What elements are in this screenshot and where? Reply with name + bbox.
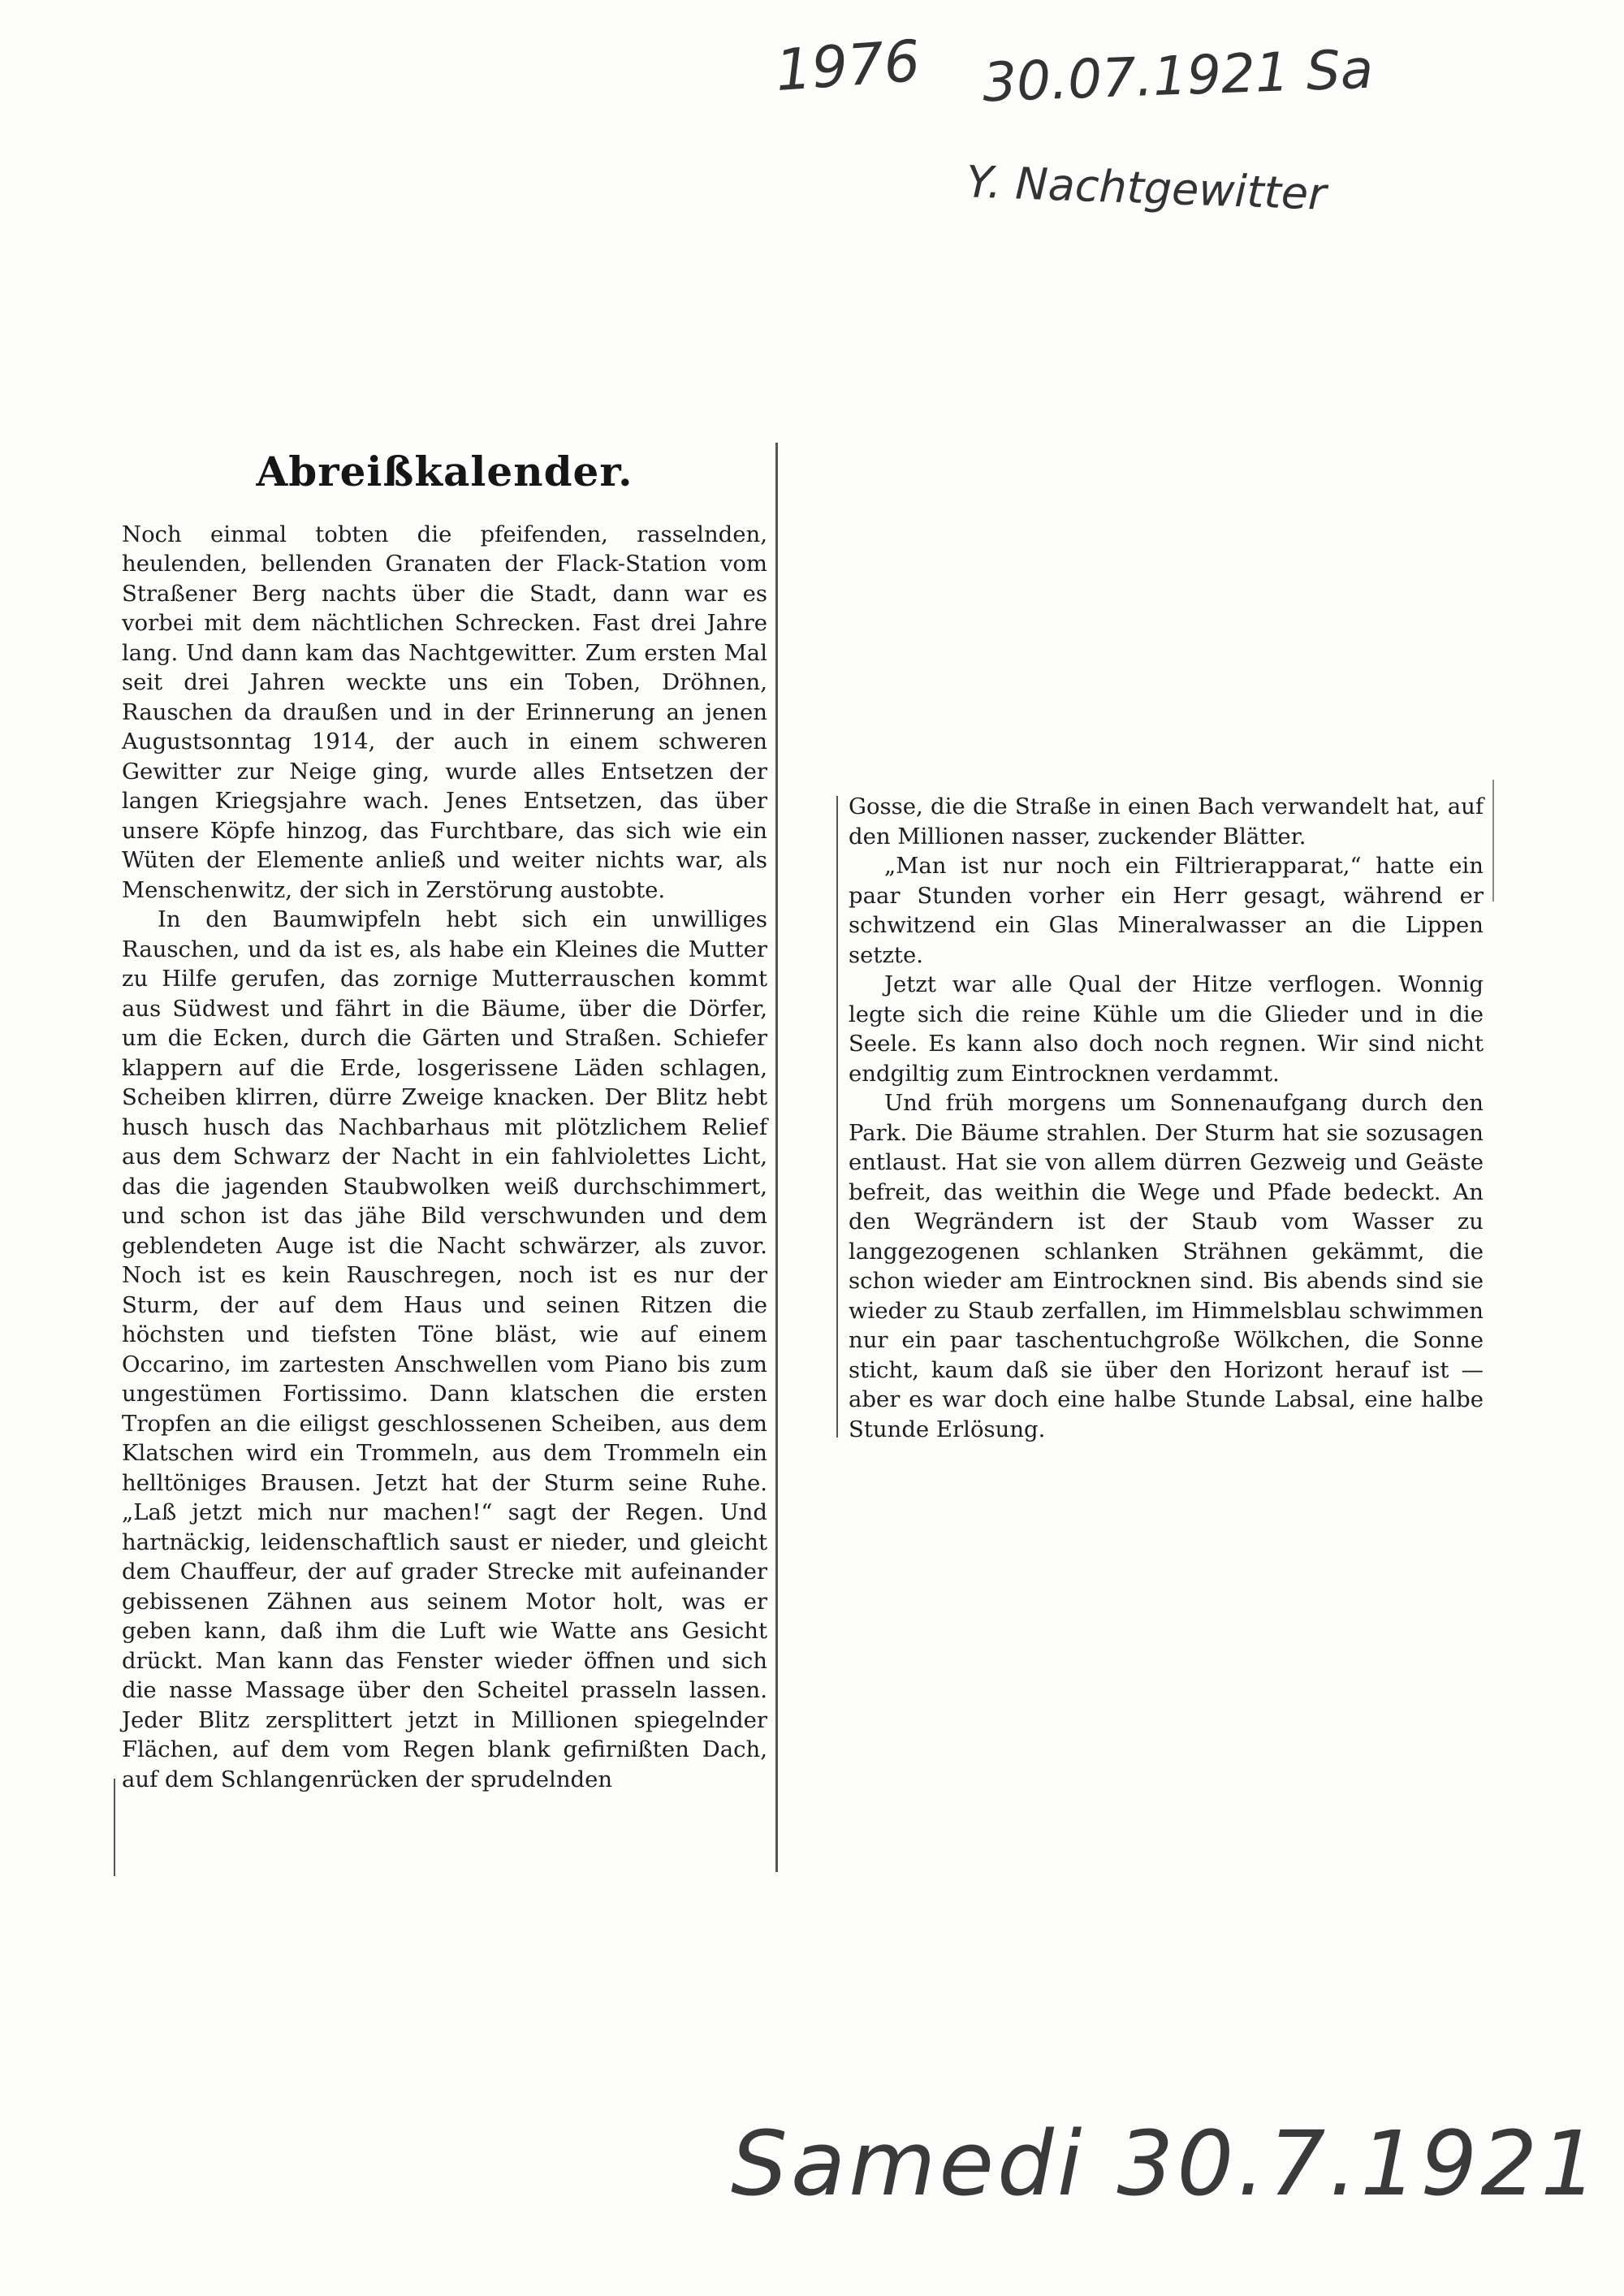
article-left-column: [122, 448, 767, 1794]
handwritten-date-top: 30.07.1921 Sa: [981, 37, 1375, 115]
article-title: Abreißkalender.: [256, 448, 633, 495]
paragraph: Und früh morgens um Sonnenaufgang durch den Park. Die Bäume strahlen. Der Sturm hat sie sozusagen entlaust. Hat sie von allem dürren Gezweig und Geäste befreit, das weithin die Wege und Pfade bedeckt. An den Wegrändern ist der Staub vom Wasser zu langgezogenen schlanken Strähnen gekämmt, die schon wieder am Eintrocknen sind. Bis abends sind sie wieder zu Staub zerfallen, im Himmelsblau schwimmen nur ein paar taschentuchgroße Wölkchen, die Sonne sticht, kaum daß sie über den Horizont herauf ist — aber es war doch eine halbe Stunde Labsal, eine halbe Stunde Erlösung.: [849, 1090, 1484, 1442]
paragraph: Jetzt war alle Qual der Hitze verflogen. Wonnig legte sich die reine Kühle um die Glieder und in die Seele. Es kann also doch noch regnen. Wir sind nicht endgiltig zum Eintrocknen verdammt.: [849, 971, 1484, 1087]
paragraph: In den Baumwipfeln hebt sich ein unwilliges Rauschen, und da ist es, als habe ein Kleines die Mutter zu Hilfe gerufen, das zornige Mutterrauschen kommt aus Südwest und fährt in die Bäume, über die Dörfer, um die Ecken, durch die Gärten und Straßen. Schiefer klappern auf die Erde, losgerissene Läden schlagen, Scheiben klirren, dürre Zweige knacken. Der Blitz hebt husch husch das Nachbarhaus mit plötzlichem Relief aus dem Schwarz der Nacht in ein fahlviolettes Licht, das die jagenden Staubwolken weiß durchschimmert, und schon ist das jähe Bild verschwunden und dem geblendeten Auge ist die Nacht schwärzer, als zuvor. Noch ist es kein Rauschregen, noch ist es nur der Sturm, der auf dem Haus und seinen Ritzen die höchsten und tiefsten Töne bläst, wie auf einem Occarino, im zartesten Anschwellen vom Piano bis zum ungestümen Fortissimo. Dann klatschen die ersten Tropfen an die eiligst geschlossenen Scheiben, aus dem Klatschen wird ein Trommeln, aus dem Trommeln ein helltöniges Brausen. Jetzt hat der Sturm seine Ruhe. „Laß jetzt mich nur machen!“ sagt der Regen. Und hartnäckig, leidenschaftlich saust er nieder, und gleicht dem Chauffeur, der auf grader Strecke mit aufeinander gebissenen Zähnen aus seinem Motor holt, was er geben kann, daß ihm die Luft wie Watte ans Gesicht drückt. Man kann das Fenster wieder öffnen und sich die nasse Massage über den Scheitel prasseln lassen. Jeder Blitz zersplittert jetzt in Millionen spiegelnder Flächen, auf dem vom Regen blank gefirnißten Dach, auf dem Schlangenrücken der sprudelnden: [122, 906, 767, 1792]
paragraph: „Man ist nur noch ein Filtrierapparat,“ hatte ein paar Stunden vorher ein Herr gesagt, während er schwitzend ein Glas Mineralwasser an die Lippen setzte.: [849, 853, 1484, 968]
paragraph: Gosse, die die Straße in einen Bach verwandelt hat, auf den Millionen nasser, zuckender Blätter.: [849, 793, 1484, 850]
handwritten-subtitle: Y. Nachtgewitter: [965, 156, 1328, 220]
article-right-column: [849, 792, 1484, 1444]
clipping-edge-right: [1492, 780, 1494, 902]
handwritten-date-bottom: Samedi 30.7.1921: [731, 2112, 1601, 2216]
handwritten-archive-number: 1976: [773, 27, 922, 105]
column-divider-left: [775, 443, 778, 1872]
clipping-edge-mark: [114, 1779, 115, 1876]
column-divider-right: [836, 796, 838, 1438]
paragraph: Noch einmal tobten die pfeifenden, rasselnden, heulenden, bellenden Granaten der Flack-Station vom Straßener Berg nachts über die Stadt, dann war es vorbei mit dem nächtlichen Schrecken. Fast drei Jahre lang. Und dann kam das Nachtgewitter. Zum ersten Mal seit drei Jahren weckte uns ein Toben, Dröhnen, Rauschen da draußen und in der Erinnerung an jenen Augustsonntag 1914, der auch in einem schweren Gewitter zur Neige ging, wurde alles Entsetzen der langen Kriegsjahre wach. Jenes Entsetzen, das über unsere Köpfe hinzog, das Furchtbare, das sich wie ein Wüten der Elemente anließ und weiter nichts war, als Menschenwitz, der sich in Zerstörung austobte.: [122, 521, 767, 903]
